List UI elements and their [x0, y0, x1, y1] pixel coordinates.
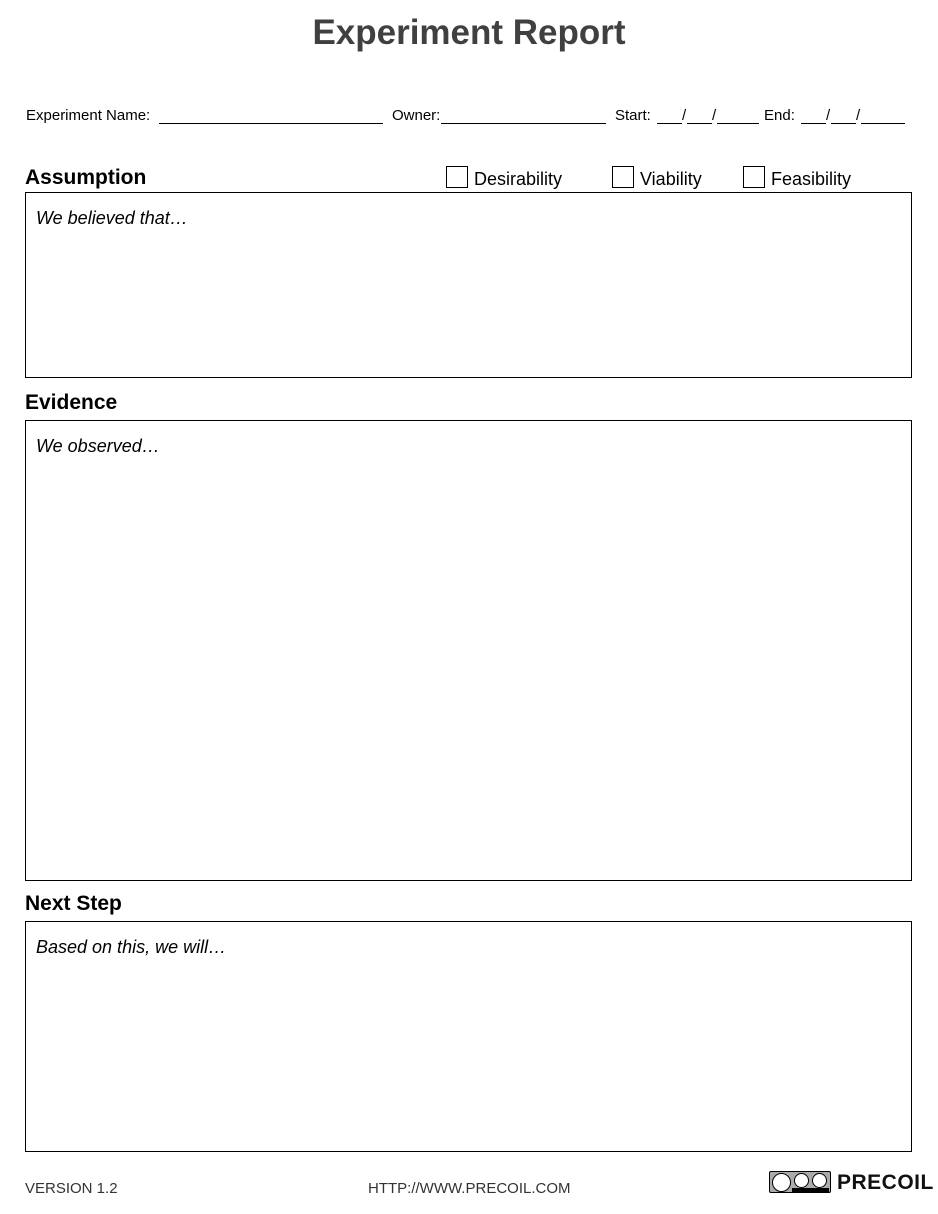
assumption-hint: We believed that…	[36, 208, 188, 228]
end-day-field[interactable]	[831, 123, 856, 124]
creative-commons-by-sa-icon	[769, 1171, 831, 1193]
owner-field[interactable]	[441, 123, 606, 124]
website-url: HTTP://WWW.PRECOIL.COM	[368, 1180, 571, 1197]
start-label: Start:	[615, 107, 651, 124]
version-label: VERSION 1.2	[25, 1180, 118, 1197]
date-separator: /	[856, 107, 861, 124]
start-year-field[interactable]	[717, 123, 759, 124]
evidence-hint: We observed…	[36, 436, 160, 456]
next-step-hint: Based on this, we will…	[36, 937, 227, 957]
evidence-box[interactable]	[25, 420, 912, 881]
date-separator: /	[826, 107, 831, 124]
page-title: Experiment Report	[312, 13, 626, 52]
start-day-field[interactable]	[687, 123, 712, 124]
evidence-heading: Evidence	[25, 391, 118, 414]
next-step-heading: Next Step	[25, 892, 122, 915]
date-separator: /	[712, 107, 717, 124]
experiment-name-label: Experiment Name:	[26, 107, 151, 124]
brand-name: PRECOIL	[837, 1171, 934, 1194]
owner-label: Owner:	[392, 107, 441, 124]
assumption-box[interactable]	[25, 192, 912, 378]
desirability-label: Desirability	[474, 169, 563, 189]
viability-label: Viability	[640, 169, 702, 189]
end-month-field[interactable]	[801, 123, 826, 124]
feasibility-checkbox[interactable]	[743, 166, 765, 188]
next-step-box[interactable]	[25, 921, 912, 1152]
desirability-checkbox[interactable]	[446, 166, 468, 188]
date-separator: /	[682, 107, 687, 124]
end-label: End:	[764, 107, 795, 124]
assumption-heading: Assumption	[25, 166, 147, 189]
experiment-name-field[interactable]	[159, 123, 383, 124]
start-month-field[interactable]	[657, 123, 682, 124]
feasibility-label: Feasibility	[771, 169, 852, 189]
viability-checkbox[interactable]	[612, 166, 634, 188]
end-year-field[interactable]	[861, 123, 905, 124]
